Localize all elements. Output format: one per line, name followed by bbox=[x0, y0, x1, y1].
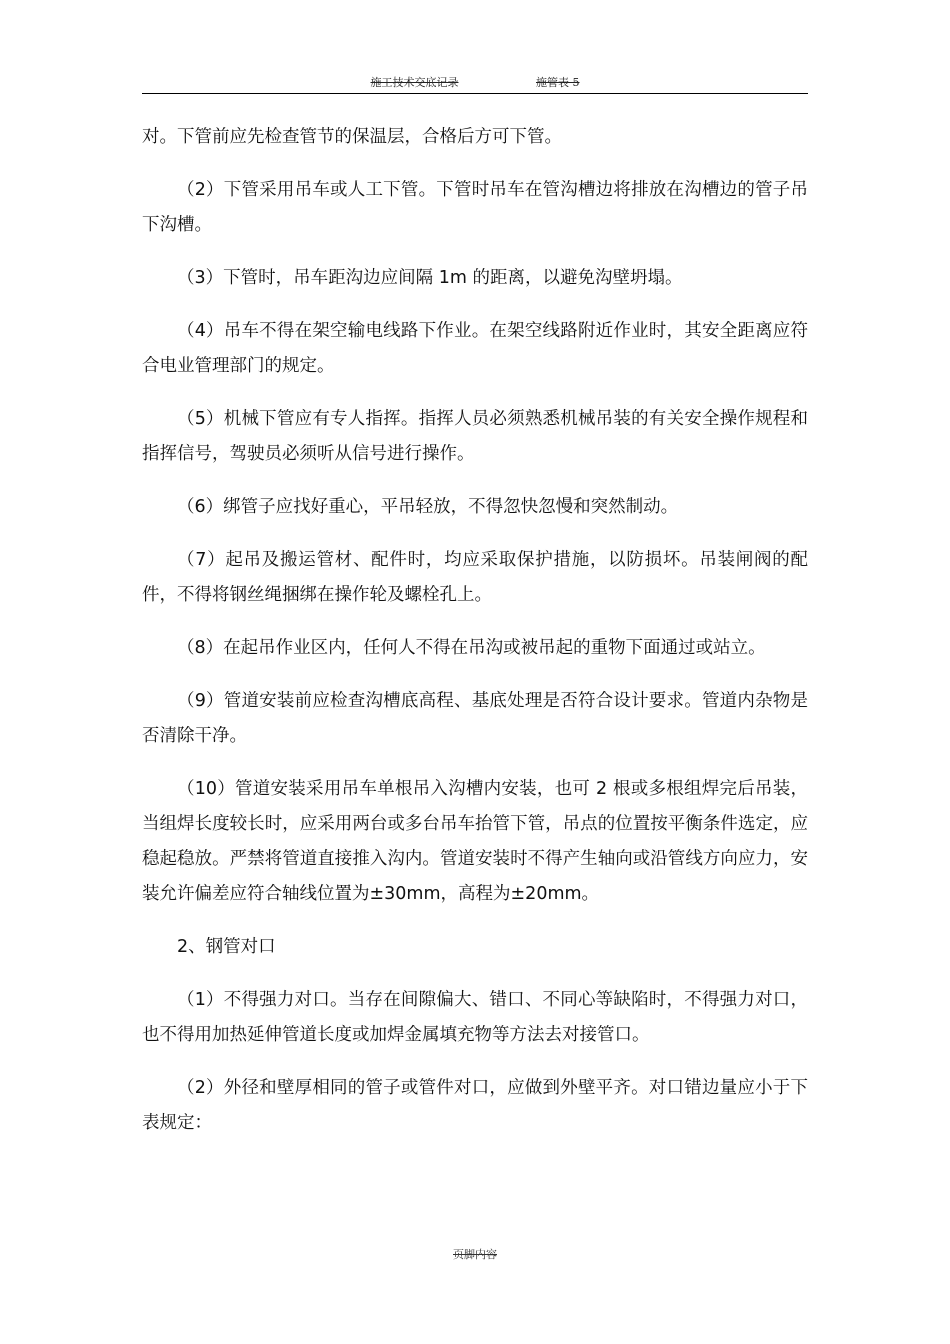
section-heading: 2、钢管对口 bbox=[177, 937, 276, 957]
header-left-text: 施工技术交底记录 bbox=[370, 76, 459, 89]
paragraph: （6）绑管子应找好重心，平吊轻放，不得忽快忽慢和突然制动。 bbox=[177, 497, 679, 517]
paragraph-continuation: 对。下管前应先检查管节的保温层，合格后方可下管。 bbox=[142, 127, 562, 147]
paragraph: （10）管道安装采用吊车单根吊入沟槽内安装，也可 2 根或多根组焊完后吊装，当组焊长度较长时，应采用两台或多台吊车抬管下管，吊点的位置按平衡条件选定，应稳起稳放。严禁将管道直接推入沟内。管道安装时不得产生轴向或沿管线方向应力，安装允许偏差应符合轴线位置为±30mm，高程为±20mm。 bbox=[142, 779, 808, 904]
paragraph: （2）下管采用吊车或人工下管。下管时吊车在管沟槽边将排放在沟槽边的管子吊下沟槽。 bbox=[142, 180, 808, 235]
paragraph: （8）在起吊作业区内，任何人不得在吊沟或被吊起的重物下面通过或站立。 bbox=[177, 638, 766, 658]
paragraph: （5）机械下管应有专人指挥。指挥人员必须熟悉机械吊装的有关安全操作规程和指挥信号，驾驶员必须听从信号进行操作。 bbox=[142, 409, 808, 464]
paragraph: （1）不得强力对口。当存在间隙偏大、错口、不同心等缺陷时，不得强力对口，也不得用加热延伸管道长度或加焊金属填充物等方法去对接管口。 bbox=[142, 990, 808, 1045]
paragraph: （7）起吊及搬运管材、配件时，均应采取保护措施，以防损坏。吊装闸阀的配件，不得将钢丝绳捆绑在操作轮及螺栓孔上。 bbox=[142, 550, 808, 605]
page-footer bbox=[0, 1246, 950, 1262]
paragraph: （3）下管时，吊车距沟边应间隔 1m 的距离，以避免沟壁坍塌。 bbox=[177, 268, 683, 288]
document-body bbox=[142, 120, 808, 1159]
paragraph: （9）管道安装前应检查沟槽底高程、基底处理是否符合设计要求。管道内杂物是否清除干净。 bbox=[142, 691, 808, 746]
header-right-text: 施管表 5 bbox=[536, 76, 580, 89]
paragraph: （2）外径和壁厚相同的管子或管件对口，应做到外壁平齐。对口错边量应小于下表规定： bbox=[142, 1078, 808, 1133]
paragraph: （4）吊车不得在架空输电线路下作业。在架空线路附近作业时，其安全距离应符合电业管理部门的规定。 bbox=[142, 321, 808, 376]
page-header bbox=[142, 74, 808, 94]
footer-text: 页脚内容 bbox=[453, 1248, 497, 1261]
